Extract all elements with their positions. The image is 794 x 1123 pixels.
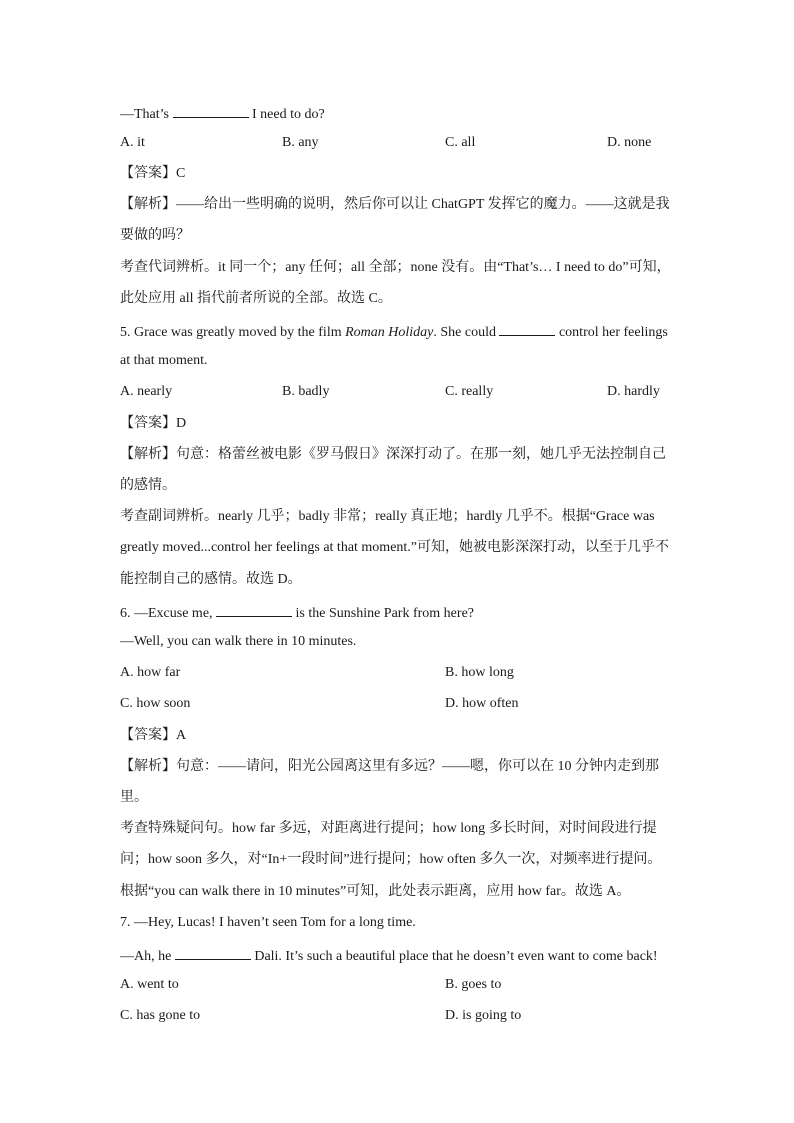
q5-option-c[interactable]: C. really [445, 384, 494, 399]
q7-blank[interactable] [175, 945, 251, 960]
q5-film-title: Roman Holiday [345, 325, 434, 340]
q4-stem-after: I need to do? [248, 107, 325, 122]
q5-explanation-1: 【解析】句意：格蕾丝被电影《罗马假日》深深打动了。在那一刻，她几乎无法控制自己 [120, 447, 666, 462]
q7-stem-a: —Ah, he [120, 949, 175, 964]
q7-option-d[interactable]: D. is going to [445, 1008, 522, 1023]
q6-answer: 【答案】A [120, 728, 187, 743]
q5-stem [120, 321, 680, 342]
q4-blank[interactable] [173, 103, 249, 118]
q4-explanation-4: 此处应用 all 指代前者所说的全部。故选 C。 [120, 291, 392, 306]
q6-option-d[interactable]: D. how often [445, 696, 519, 711]
q5-stem-c: control her feelings [555, 325, 668, 340]
q5-stem-2: at that moment. [120, 353, 208, 368]
q6-explanation-2: 里。 [120, 790, 148, 805]
q6-stem-a: 6. —Excuse me, [120, 606, 217, 621]
q5-stem-b: . She could [433, 325, 500, 340]
q4-stem [120, 103, 680, 124]
q5-option-b[interactable]: B. badly [282, 384, 330, 399]
q5-option-a[interactable]: A. nearly [120, 384, 173, 399]
q7-option-b[interactable]: B. goes to [445, 977, 502, 992]
q5-explanation-2: 的感情。 [120, 478, 176, 493]
q4-explanation-3: 考查代词辨析。it 同一个；any 任何；all 全部；none 没有。由“That’s… I need to do”可知， [120, 260, 671, 275]
q7-option-a[interactable]: A. went to [120, 977, 179, 992]
q7-option-c[interactable]: C. has gone to [120, 1008, 201, 1023]
q4-stem-before: —That’s [120, 107, 173, 122]
q6-option-b[interactable]: B. how long [445, 665, 514, 680]
q5-explanation-3: 考查副词辨析。nearly 几乎；badly 非常；really 真正地；hardly 几乎不。根据“Grace was [120, 509, 655, 524]
q6-blank[interactable] [216, 602, 292, 617]
q6-option-c[interactable]: C. how soon [120, 696, 191, 711]
q7-stem-2 [120, 945, 680, 966]
q5-answer: 【答案】D [120, 416, 187, 431]
q7-stem-1: 7. —Hey, Lucas! I haven’t seen Tom for a long time. [120, 915, 416, 930]
q5-option-d[interactable]: D. hardly [607, 384, 660, 399]
q6-explanation-4: 问；how soon 多久，对“In+一段时间”进行提问；how often 多久一次，对频率进行提问。 [120, 852, 662, 867]
q5-explanation-4: greatly moved...control her feelings at that moment.”可知，她被电影深深打动，以至于几乎不 [120, 540, 670, 555]
q6-stem [120, 602, 680, 623]
q5-stem-a: 5. Grace was greatly moved by the film [120, 325, 346, 340]
q5-explanation-5: 能控制自己的感情。故选 D。 [120, 572, 302, 587]
q6-explanation-3: 考查特殊疑问句。how far 多远，对距离进行提问；how long 多长时间，对时间段进行提 [120, 821, 657, 836]
q4-answer: 【答案】C [120, 166, 186, 181]
q6-explanation-1: 【解析】句意：——请问，阳光公园离这里有多远？——嗯，你可以在 10 分钟内走到那 [120, 759, 659, 774]
q4-explanation-1: 【解析】——给出一些明确的说明，然后你可以让 ChatGPT 发挥它的魔力。——这就是我 [120, 197, 670, 212]
q4-option-d[interactable]: D. none [607, 135, 652, 150]
q4-option-a[interactable]: A. it [120, 135, 145, 150]
q6-stem-2: —Well, you can walk there in 10 minutes. [120, 634, 357, 649]
q6-explanation-5: 根据“you can walk there in 10 minutes”可知，此处表示距离，应用 how far。故选 A。 [120, 884, 631, 899]
q4-option-c[interactable]: C. all [445, 135, 476, 150]
q4-explanation-2: 要做的吗？ [120, 228, 190, 243]
q6-option-a[interactable]: A. how far [120, 665, 181, 680]
q7-stem-b: Dali. It’s such a beautiful place that he doesn’t even want to come back! [250, 949, 658, 964]
q4-option-b[interactable]: B. any [282, 135, 319, 150]
q5-blank[interactable] [499, 321, 555, 336]
q6-stem-b: is the Sunshine Park from here? [292, 606, 474, 621]
